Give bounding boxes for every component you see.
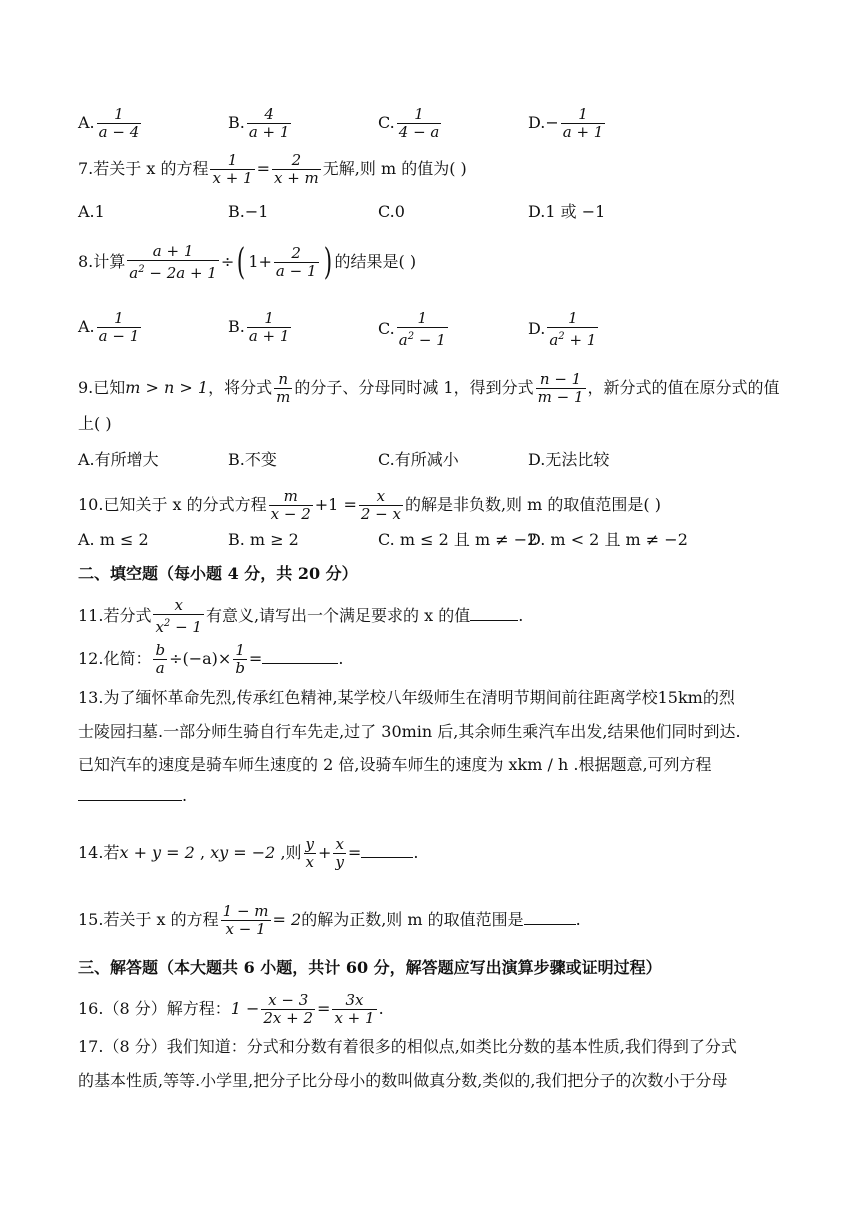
q9-stem: 9.已知m > n > 1，将分式 $\frac{n}{m}$ 的分子、分母同时减 1，得到分式 $\frac{n - 1}{m - 1}$ ，新分式的值在原分式的值	[78, 370, 780, 406]
q14-stem: 14.若x + y = 2 , xy = −2 ,则 $\frac{y}{x}$ + $\frac{x}{y}$ = .	[78, 835, 419, 871]
q13-line-1: 13.为了缅怀革命先烈,传承红色精神,某学校八年级师生在清明节期间前往距离学校15km的烈	[78, 688, 735, 707]
q7-stem: 7.若关于 x 的方程 $\frac{1}{x + 1}$ = $\frac{2}{x + m}$ 无解,则 m 的值为( )	[78, 151, 467, 187]
q6-a-num: 1	[97, 106, 142, 124]
q10-option-b: B. m ≥ 2	[228, 530, 299, 549]
q17-line-1: 17.（8 分）我们知道：分式和分数有着很多的相似点,如类比分数的基本性质,我们得到了分式	[78, 1037, 737, 1056]
q9-option-b: B.不变	[228, 450, 277, 469]
q8-option-c: C. $\frac{1}{a^2 - 1}$	[378, 309, 446, 349]
q7-option-c: C.0	[378, 202, 405, 221]
section-2-heading: 二、填空题（每小题 4 分，共 20 分）	[78, 564, 358, 583]
q6-d-num: 1	[561, 106, 606, 124]
q13-answer-line: .	[78, 786, 187, 806]
q6-option-b: B. $\frac{4}{a + 1}$	[228, 105, 290, 141]
q15-stem: 15.若关于 x 的方程 $\frac{1 - m}{x - 1}$ = 2的解为正数,则 m 的取值范围是 .	[78, 902, 581, 938]
q10-option-c: C. m ≤ 2 且 m ≠ −2	[378, 530, 538, 549]
q6-option-c: C. $\frac{1}{4 - a}$	[378, 105, 440, 141]
section-3-heading: 三、解答题（本大题共 6 小题，共计 60 分，解答题应写出演算步骤或证明过程）	[78, 958, 662, 977]
q8-option-d: D. $\frac{1}{a^2 + 1}$	[528, 309, 597, 349]
q6-d-den: a + 1	[562, 123, 604, 141]
q6-b-num: 4	[247, 106, 292, 124]
q6-option-a: A. $\frac{1}{a - 4}$	[78, 105, 140, 141]
q6-c-den: 4 − a	[398, 123, 440, 141]
q9-option-d: D.无法比较	[528, 450, 610, 469]
q8-stem: 8.计算 $\frac{a + 1}{a^2 - 2a + 1}$ ÷( 1+ $\frac{2}{a - 1}$ ) 的结果是( )	[78, 241, 417, 283]
q13-answer-blank[interactable]	[78, 786, 182, 801]
q11-answer-blank[interactable]	[470, 606, 518, 621]
q7-option-b: B.−1	[228, 202, 269, 221]
q12-stem: 12.化简： $\frac{b}{a}$ ÷(−a)× $\frac{1}{b}$ = .	[78, 641, 344, 677]
q9-option-c: C.有所减小	[378, 450, 459, 469]
q6-b-den: a + 1	[248, 123, 290, 141]
q7-option-a: A.1	[78, 202, 105, 221]
q10-option-d: D. m < 2 且 m ≠ −2	[528, 530, 688, 549]
q6-a-den: a − 4	[98, 123, 140, 141]
q7-option-d: D.1 或 −1	[528, 202, 606, 221]
q6-option-d: D.− $\frac{1}{a + 1}$	[528, 105, 604, 141]
q15-answer-blank[interactable]	[524, 910, 576, 925]
q16-stem: 16.（8 分）解方程：1 − $\frac{x - 3}{2x + 2}$ = $\frac{3x}{x + 1}$ .	[78, 991, 384, 1027]
q10-stem: 10.已知关于 x 的分式方程 $\frac{m}{x - 2}$ +1 = $\frac{x}{2 - x}$ 的解是非负数,则 m 的取值范围是( )	[78, 487, 661, 523]
q17-line-2: 的基本性质,等等.小学里,把分子比分母小的数叫做真分数,类似的,我们把分子的次数小于分母	[78, 1071, 728, 1090]
q8-option-b: B. $\frac{1}{a + 1}$	[228, 309, 290, 345]
q8-option-a: A. $\frac{1}{a - 1}$	[78, 309, 140, 345]
q13-line-2: 士陵园扫墓.一部分师生骑自行车先走,过了 30min 后,其余师生乘汽车出发,结果他们同时到达.	[78, 722, 741, 741]
q6-c-num: 1	[397, 106, 442, 124]
q13-line-3: 已知汽车的速度是骑车师生速度的 2 倍,设骑车师生的速度为 xkm / h .根据题意,可列方程	[78, 755, 712, 774]
q10-option-a: A. m ≤ 2	[78, 530, 149, 549]
q11-stem: 11.若分式 $\frac{x}{x^2 - 1}$ 有意义,请写出一个满足要求的 x 的值 .	[78, 596, 524, 636]
q14-answer-blank[interactable]	[361, 843, 413, 858]
q12-answer-blank[interactable]	[262, 649, 338, 664]
q9-stem-line2: 上( )	[78, 414, 112, 433]
q9-option-a: A.有所增大	[78, 450, 159, 469]
